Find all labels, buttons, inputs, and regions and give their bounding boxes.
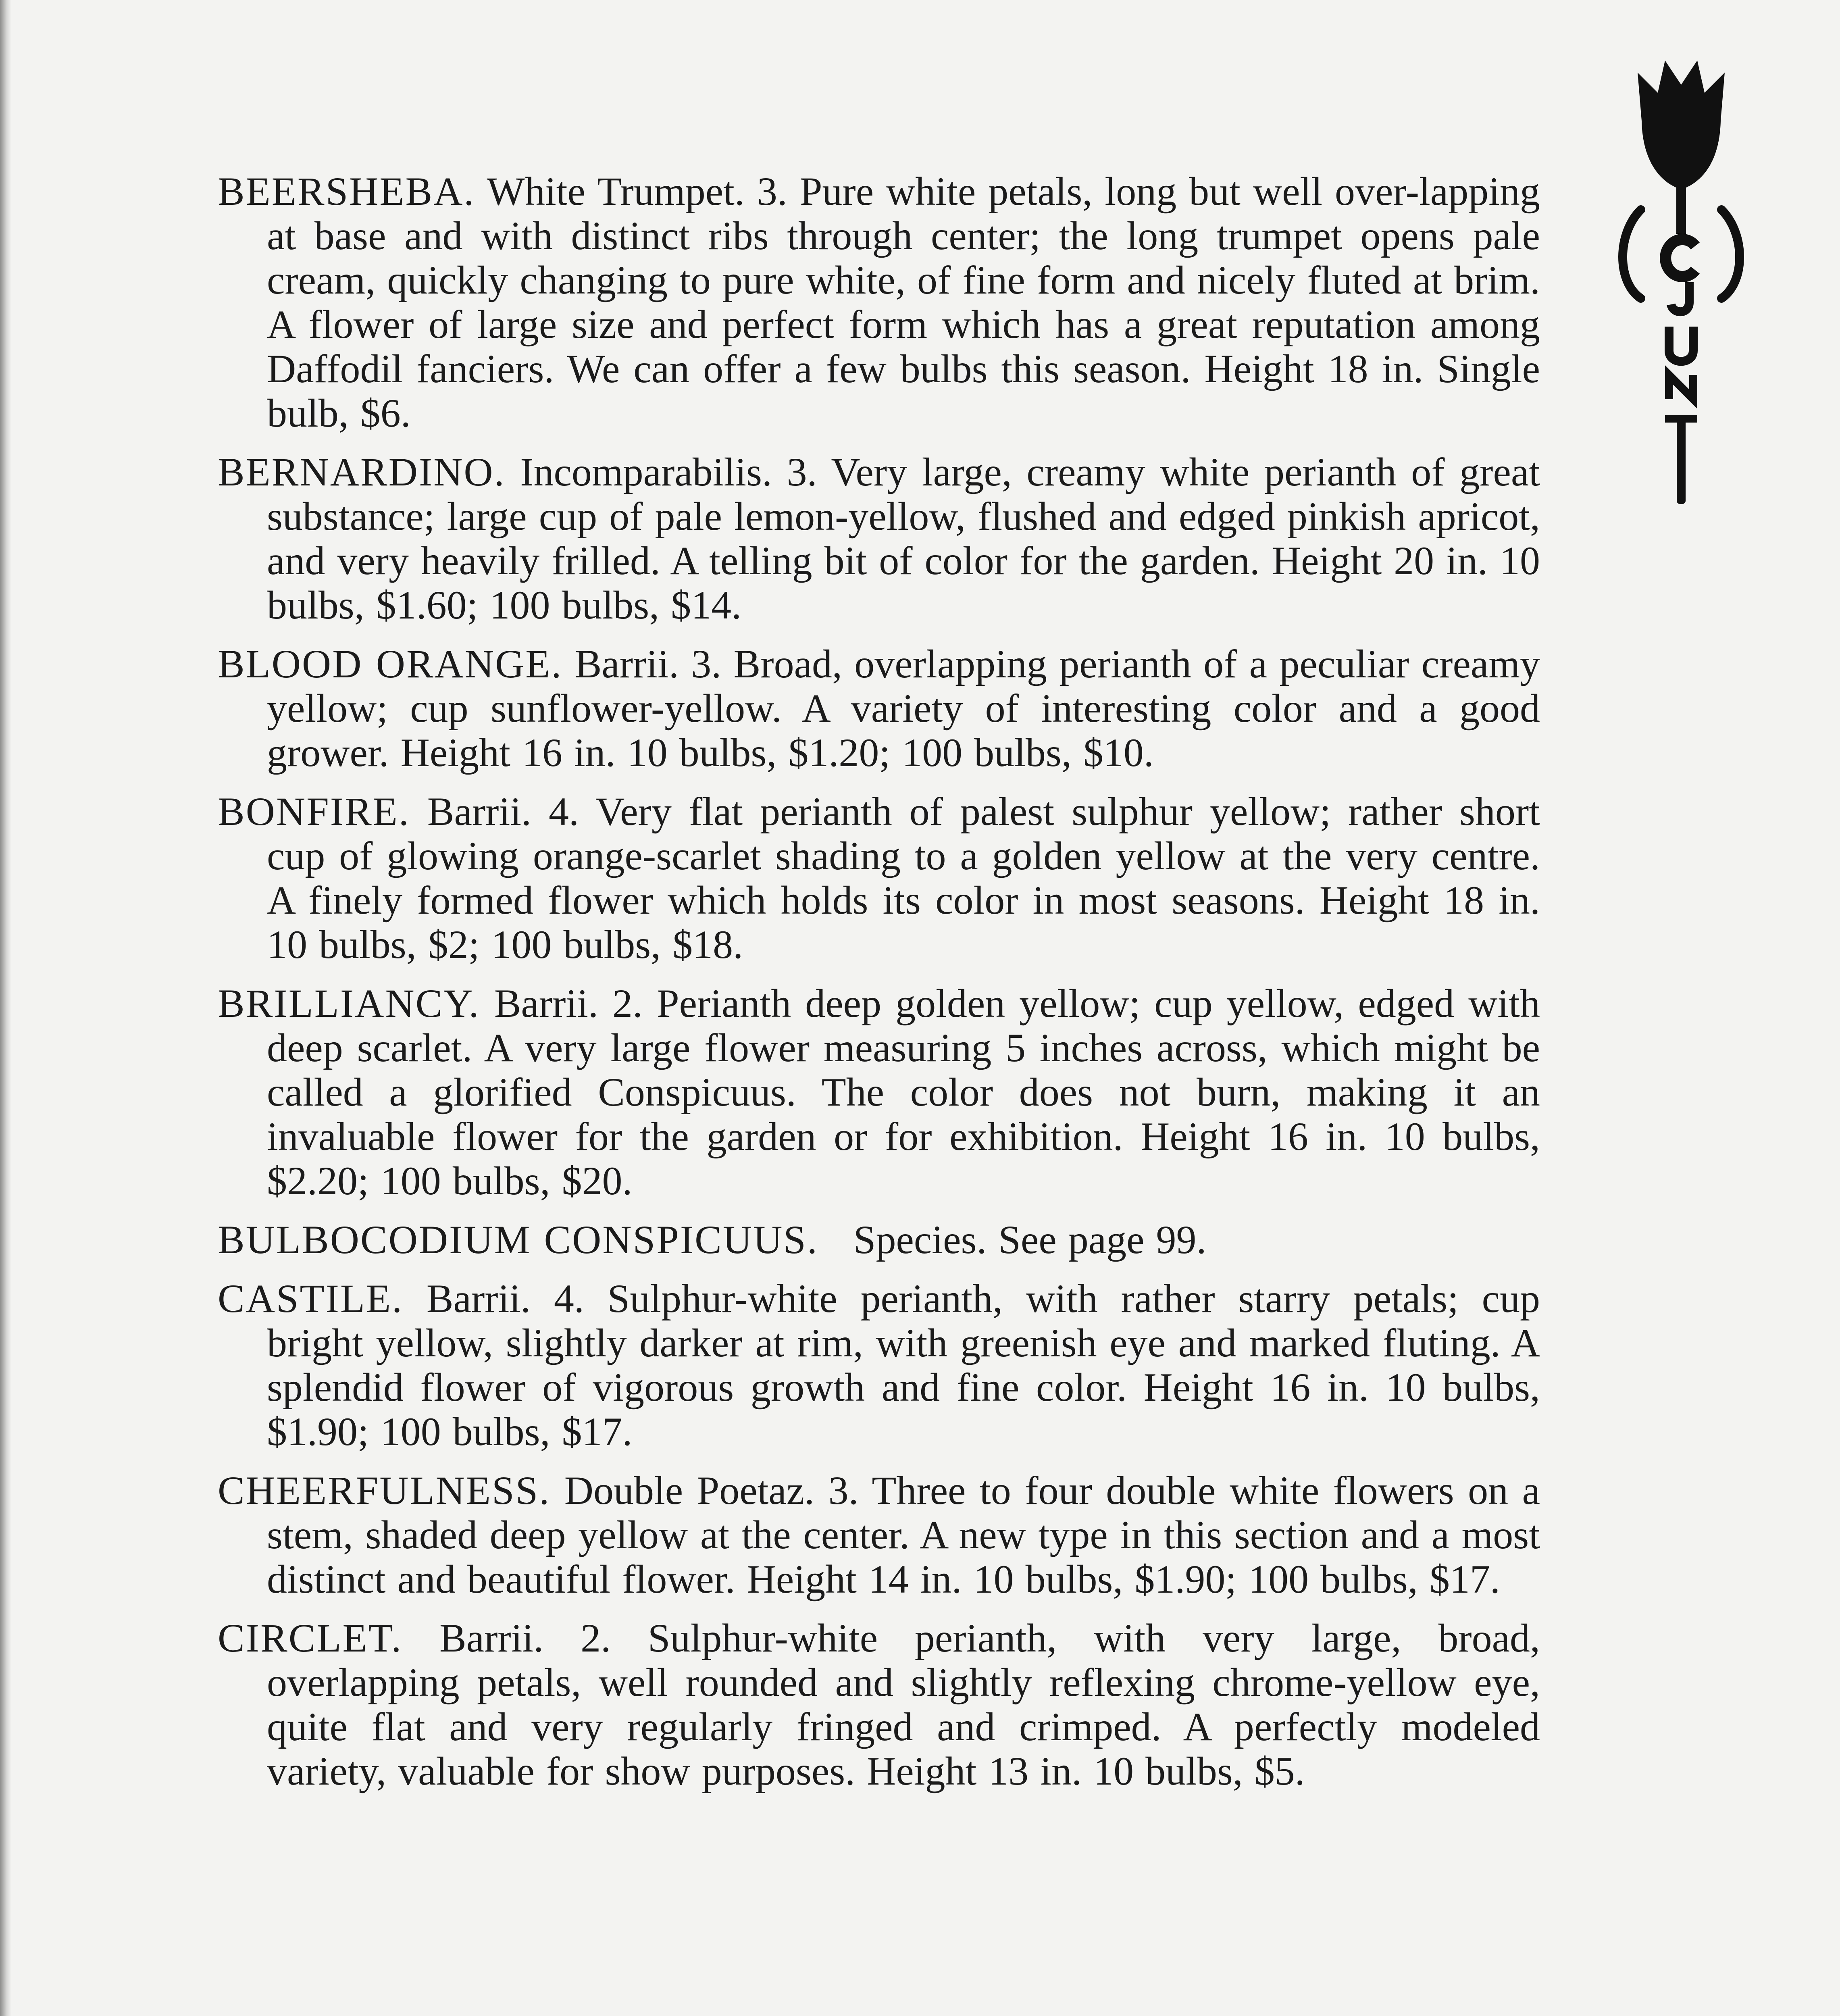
entry-description: Barrii. 4. Very flat perianth of palest sulphur yellow; rather short cup of glowing orange-scarlet shading to a golden yellow at the very centre. A finely formed flower which holds its color in most seasons. Height 18 in. 10 bulbs, $2; 100 bulbs, $18. [267, 789, 1540, 967]
catalog-entries [218, 169, 1540, 1808]
entry-name: BEERSHEBA. [218, 169, 475, 214]
entry-description: Barrii. 2. Perianth deep golden yellow; cup yellow, edged with deep scarlet. A very large flower measuring 5 inches across, which might be called a glorified Conspicuus. The color does not burn, making it an invaluable flower for the garden or for exhibition. Height 16 in. 10 bulbs, $2.20; 100 bulbs, $20. [267, 981, 1540, 1203]
entry-circlet [218, 1616, 1540, 1793]
entry-description: Barrii. 2. Sulphur-white perianth, with very large, broad, overlapping petals, well rounded and slightly reflexing chrome-yellow eye, quite flat and very regularly fringed and crimped. A perfectly modeled variety, valuable for show purposes. Height 13 in. 10 bulbs, $5. [267, 1616, 1540, 1793]
entry-name: BONFIRE. [218, 789, 410, 834]
entry-name: CIRCLET. [218, 1616, 403, 1660]
entry-cheerfulness [218, 1468, 1540, 1602]
tulip-monogram-icon [1609, 56, 1754, 512]
entry-description: Double Poetaz. 3. Three to four double white flowers on a stem, shaded deep yellow at the center. A new type in this section and a most distinct and beautiful flower. Height 14 in. 10 bulbs, $1.90; 100 bulbs, $17. [267, 1468, 1540, 1602]
entry-name: BULBOCODIUM CONSPICUUS. [218, 1217, 818, 1262]
entry-bulbocodium-conspicuus [218, 1218, 1540, 1262]
entry-description: White Trumpet. 3. Pure white petals, long but well over-lapping at base and with distinct ribs through center; the long trumpet opens pale cream, quickly changing to pure white, of fine form and nicely fluted at brim. A flower of large size and perfect form which has a great reputation among Daffodil fanciers. We can offer a few bulbs this season. Height 18 in. Single bulb, $6. [267, 169, 1540, 435]
entry-name: CASTILE. [218, 1276, 404, 1321]
entry-name: BERNARDINO. [218, 450, 506, 494]
entry-description: Species. See page 99. [853, 1217, 1207, 1262]
entry-name: BLOOD ORANGE. [218, 641, 563, 686]
entry-description: Barrii. 4. Sulphur-white perianth, with rather starry petals; cup bright yellow, slightly darker at rim, with greenish eye and marked fluting. A splendid flower of vigorous growth and fine color. Height 16 in. 10 bulbs, $1.90; 100 bulbs, $17. [267, 1276, 1540, 1454]
page-spine-shadow [0, 0, 11, 2016]
entry-description: Barrii. 3. Broad, overlapping perianth of a peculiar creamy yellow; cup sunflower-yellow. A variety of interesting color and a good grower. Height 16 in. 10 bulbs, $1.20; 100 bulbs, $10. [267, 641, 1540, 775]
entry-castile [218, 1277, 1540, 1454]
entry-blood-orange [218, 642, 1540, 775]
entry-bonfire [218, 789, 1540, 967]
entry-name: BRILLIANCY. [218, 981, 480, 1026]
entry-brilliancy [218, 981, 1540, 1203]
entry-bernardino [218, 450, 1540, 627]
entry-description: Incomparabilis. 3. Very large, creamy white perianth of great substance; large cup of pale lemon-yellow, flushed and edged pinkish apricot, and very heavily frilled. A telling bit of color for the garden. Height 20 in. 10 bulbs, $1.60; 100 bulbs, $14. [267, 450, 1540, 627]
entry-name: CHEERFULNESS. [218, 1468, 551, 1513]
entry-beersheba [218, 169, 1540, 435]
